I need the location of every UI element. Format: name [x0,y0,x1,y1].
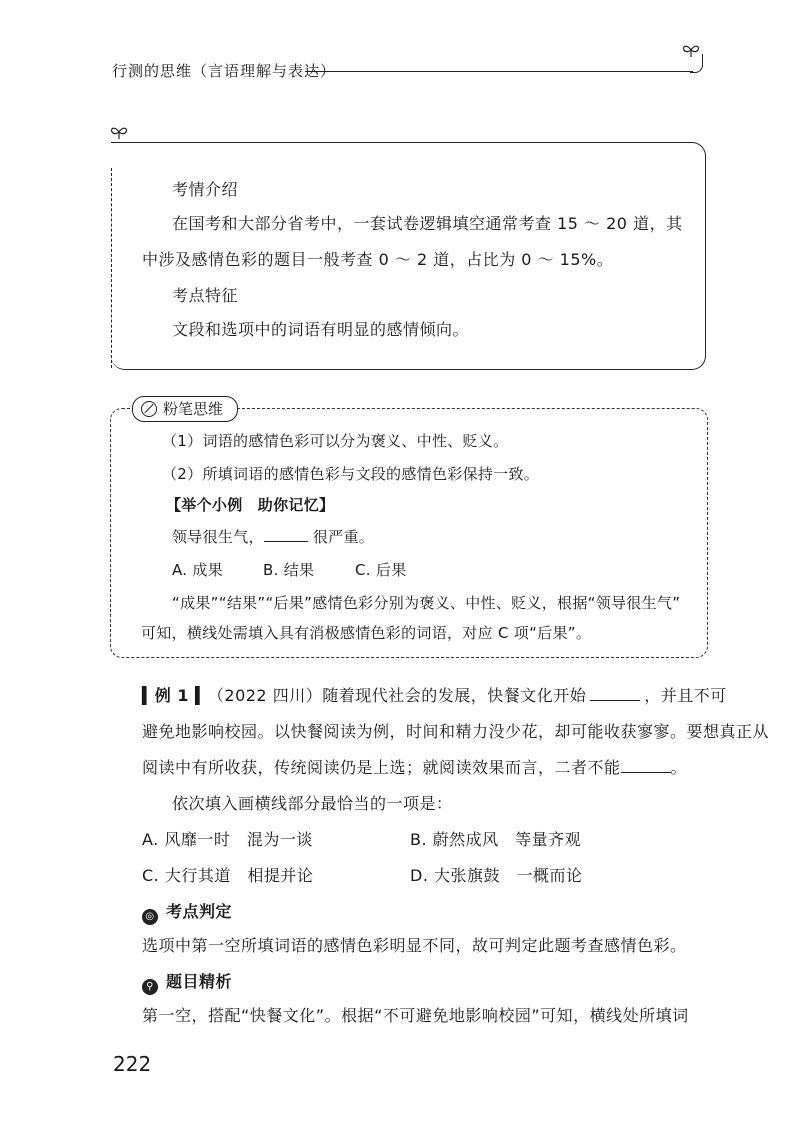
running-header: 行测的思维（言语理解与表达） [112,62,337,80]
intro-para-line: 在国考和大部分省考中，一套试卷逻辑填空通常考查 15 ～ 20 道，其 [172,214,683,233]
section-title: 题目精析 [166,972,233,991]
badge-label: 粉笔思维 [163,400,224,418]
example-option-c: C. 后果 [355,561,407,579]
intro-para-line: 中涉及感情色彩的题目一般考查 0 ～ 2 道，占比为 0 ～ 15%。 [142,250,614,269]
example1-text: 阅读中有所收获，传统阅读仍是上选；就阅读效果而言，二者不能 [142,758,621,777]
option-b: B. 蔚然成风 等量齐观 [410,830,582,849]
example1-line: 避免地影响校园。以快餐阅读为例，时间和精力没少花，却可能收获寥寥。要想真正从 [142,722,770,741]
features-text: 文段和选项中的词语有明显的感情倾向。 [172,320,470,339]
example1-label: ▍例 1 ▍ [142,686,208,705]
example-heading: 【举个小例 助你记忆】 [166,496,335,514]
sprout-icon [680,42,702,62]
example1-line [142,758,687,779]
thinking-badge [132,396,238,422]
example1-text: ，并且不可 [644,686,727,705]
example1-line [142,686,727,707]
sprout-icon [108,124,130,144]
example-option-b: B. 结果 [263,561,315,579]
example-sentence-post: 很严重。 [312,528,375,546]
section-heading [142,902,232,925]
example-option-a: A. 成果 [172,561,224,579]
section-text: 第一空，搭配“快餐文化”。根据“不可避免地影响校园”可知，横线处所填词 [142,1006,689,1025]
question-prompt: 依次填入画横线部分最恰当的一项是： [172,794,453,813]
target-icon: ◎ [142,909,158,925]
option-d: D. 大张旗鼓 一概而论 [410,866,583,885]
answer-blank [264,541,308,542]
section-heading [142,972,232,995]
example-sentence-pre: 领导很生气， [172,528,264,546]
example-sentence [172,528,374,548]
section-text: 选项中第一空所填词语的感情色彩明显不同，故可判定此题考查感情色彩。 [142,936,687,955]
header-rule [305,71,693,72]
page-number: 222 [113,1052,152,1076]
example1-text: （2022 四川）随着现代社会的发展，快餐文化开始 [207,686,587,705]
features-heading: 考点特征 [172,286,239,305]
section-title: 考点判定 [166,902,233,921]
thinking-point: （2）所填词语的感情色彩与文段的感情色彩保持一致。 [162,465,540,483]
intro-box-left-edge [111,168,112,368]
example1-text: 。 [670,758,688,777]
option-a: A. 风靡一时 混为一谈 [142,830,313,849]
example-explanation: “成果”“结果”“后果”感情色彩分别为褒义、中性、贬义，根据“领导很生气” [172,594,681,612]
magnifier-icon: ⚲ [142,979,158,995]
answer-blank [621,772,671,773]
intro-heading: 考情介绍 [172,180,239,199]
no-symbol-icon [141,401,157,417]
option-c: C. 大行其道 相提并论 [142,866,314,885]
example-explanation: 可知，横线处需填入具有消极感情色彩的词语，对应 C 项“后果”。 [141,624,592,642]
answer-blank [590,700,640,701]
thinking-point: （1）词语的感情色彩可以分为褒义、中性、贬义。 [162,432,509,450]
